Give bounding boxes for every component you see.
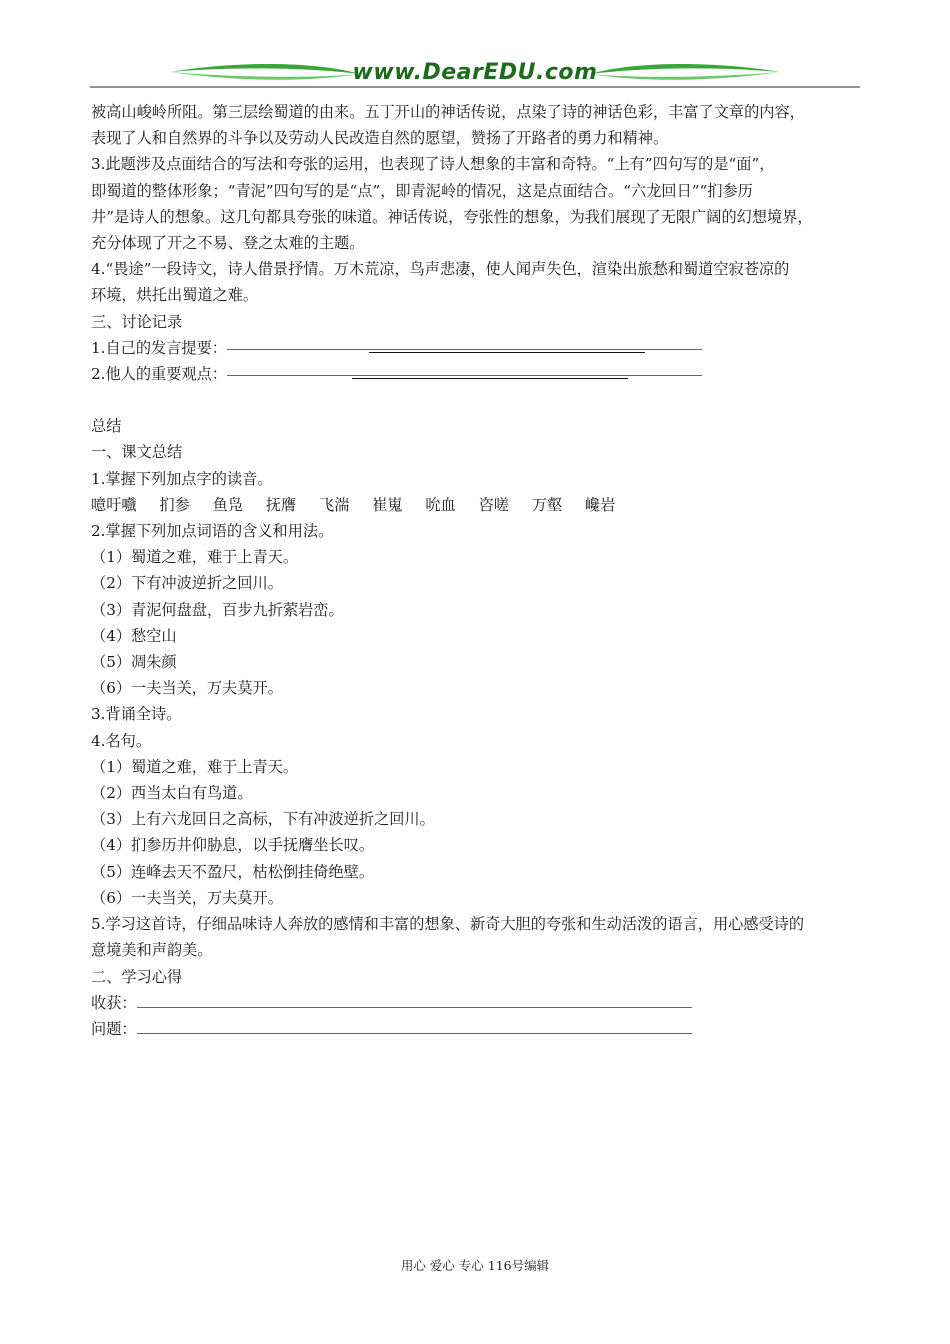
section-heading: 三、讨论记录: [91, 312, 183, 331]
word-item: 抚膺: [265, 495, 297, 514]
list-item: （2）西当太白有鸟道。: [91, 784, 253, 803]
list-item: （3）上有六龙回日之高标，下有冲波逆折之回川。: [91, 810, 435, 829]
answer-line: [91, 990, 861, 1016]
word-item: 巉岩: [585, 495, 616, 514]
paragraph-line: 被高山峻岭所阻。第三层绘蜀道的由来。五丁开山的神话传说，点染了诗的神话色彩，丰富了文章的内容，: [91, 103, 805, 121]
site-logo-text: www.DearEDU.com: [352, 60, 598, 85]
answer-blank[interactable]: [227, 335, 702, 350]
answer-label: 收获：: [91, 993, 137, 1012]
word-item: 鱼凫: [212, 495, 243, 514]
list-item: 4.名句。: [91, 731, 152, 750]
answer-line: [91, 335, 861, 361]
word-item: 飞湍: [319, 495, 350, 514]
word-item: 吮血: [425, 495, 456, 514]
word-item: 崔嵬: [372, 495, 403, 514]
answer-line: [91, 361, 861, 387]
list-item: 1.掌握下列加点字的读音。: [91, 469, 273, 488]
word-item: 噫吁嚱: [91, 495, 137, 514]
list-item: （1）蜀道之难，难于上青天。: [91, 548, 299, 567]
site-header-banner: [90, 52, 860, 92]
answer-label: 1.自己的发言提要：: [91, 338, 227, 357]
paragraph-line: 井”是诗人的想象。这几句都具夸张的味道。神话传说，夸张性的想象，为我们展现了无限广阔的幻想境界，: [91, 207, 813, 226]
list-item: 2.掌握下列加点词语的含义和用法。: [91, 522, 334, 541]
list-item: （3）青泥何盘盘，百步九折萦岩峦。: [91, 600, 344, 619]
word-list: [91, 492, 861, 518]
document-body: [91, 99, 861, 1042]
paragraph-line: 表现了人和自然界的斗争以及劳动人民改造自然的愿望，赞扬了开路者的勇力和精神。: [91, 129, 669, 148]
section-title: 总结: [91, 417, 122, 436]
section-heading: 一、课文总结: [91, 443, 183, 462]
paragraph-line: 5.学习这首诗，仔细品味诗人奔放的感情和丰富的想象、新奇大胆的夸张和生动活泼的语言，用心感受诗的: [91, 915, 805, 934]
list-item: （2）下有冲波逆折之回川。: [91, 574, 283, 593]
answer-blank[interactable]: [137, 1019, 692, 1034]
answer-line: [91, 1016, 861, 1042]
list-item: （5）凋朱颜: [91, 653, 177, 672]
answer-blank[interactable]: [227, 361, 702, 376]
answer-label: 2.他人的重要观点：: [91, 365, 227, 384]
word-item: 万壑: [531, 495, 563, 514]
list-item: 3.背诵全诗。: [91, 705, 182, 724]
paragraph-line: 意境美和声韵美。: [91, 941, 213, 960]
paragraph-line: 4.“畏途”一段诗文，诗人借景抒情。万木荒凉，鸟声悲凄，使人闻声失色，渲染出旅愁和蜀道空寂苍凉的: [91, 260, 790, 279]
paragraph-line: 3.此题涉及点面结合的写法和夸张的运用，也表现了诗人想象的丰富和奇特。“上有”四句写的是“面”，: [91, 155, 775, 174]
list-item: （6）一夫当关，万夫莫开。: [91, 679, 283, 698]
answer-label: 问题：: [91, 1019, 137, 1038]
paragraph-line: 即蜀道的整体形象；“青泥”四句写的是“点”，即青泥岭的情况，这是点面结合。“六龙回日”“扪参历: [91, 181, 753, 200]
paragraph-line: 环境，烘托出蜀道之难。: [91, 286, 259, 305]
list-item: （4）扪参历井仰胁息，以手抚膺坐长叹。: [91, 836, 375, 855]
word-item: 扪参: [159, 495, 190, 514]
page-footer: 用心 爱心 专心 116号编辑: [400, 1258, 550, 1273]
section-heading: 二、学习心得: [91, 967, 183, 986]
answer-blank[interactable]: [137, 993, 692, 1008]
paragraph-line: 充分体现了开之不易、登之太难的主题。: [91, 234, 365, 253]
word-item: 咨嗟: [478, 495, 509, 514]
list-item: （5）连峰去天不盈尺，枯松倒挂倚绝壁。: [91, 862, 375, 881]
list-item: （1）蜀道之难，难于上青天。: [91, 757, 299, 776]
list-item: （4）愁空山: [91, 626, 177, 645]
list-item: （6）一夫当关，万夫莫开。: [91, 888, 283, 907]
